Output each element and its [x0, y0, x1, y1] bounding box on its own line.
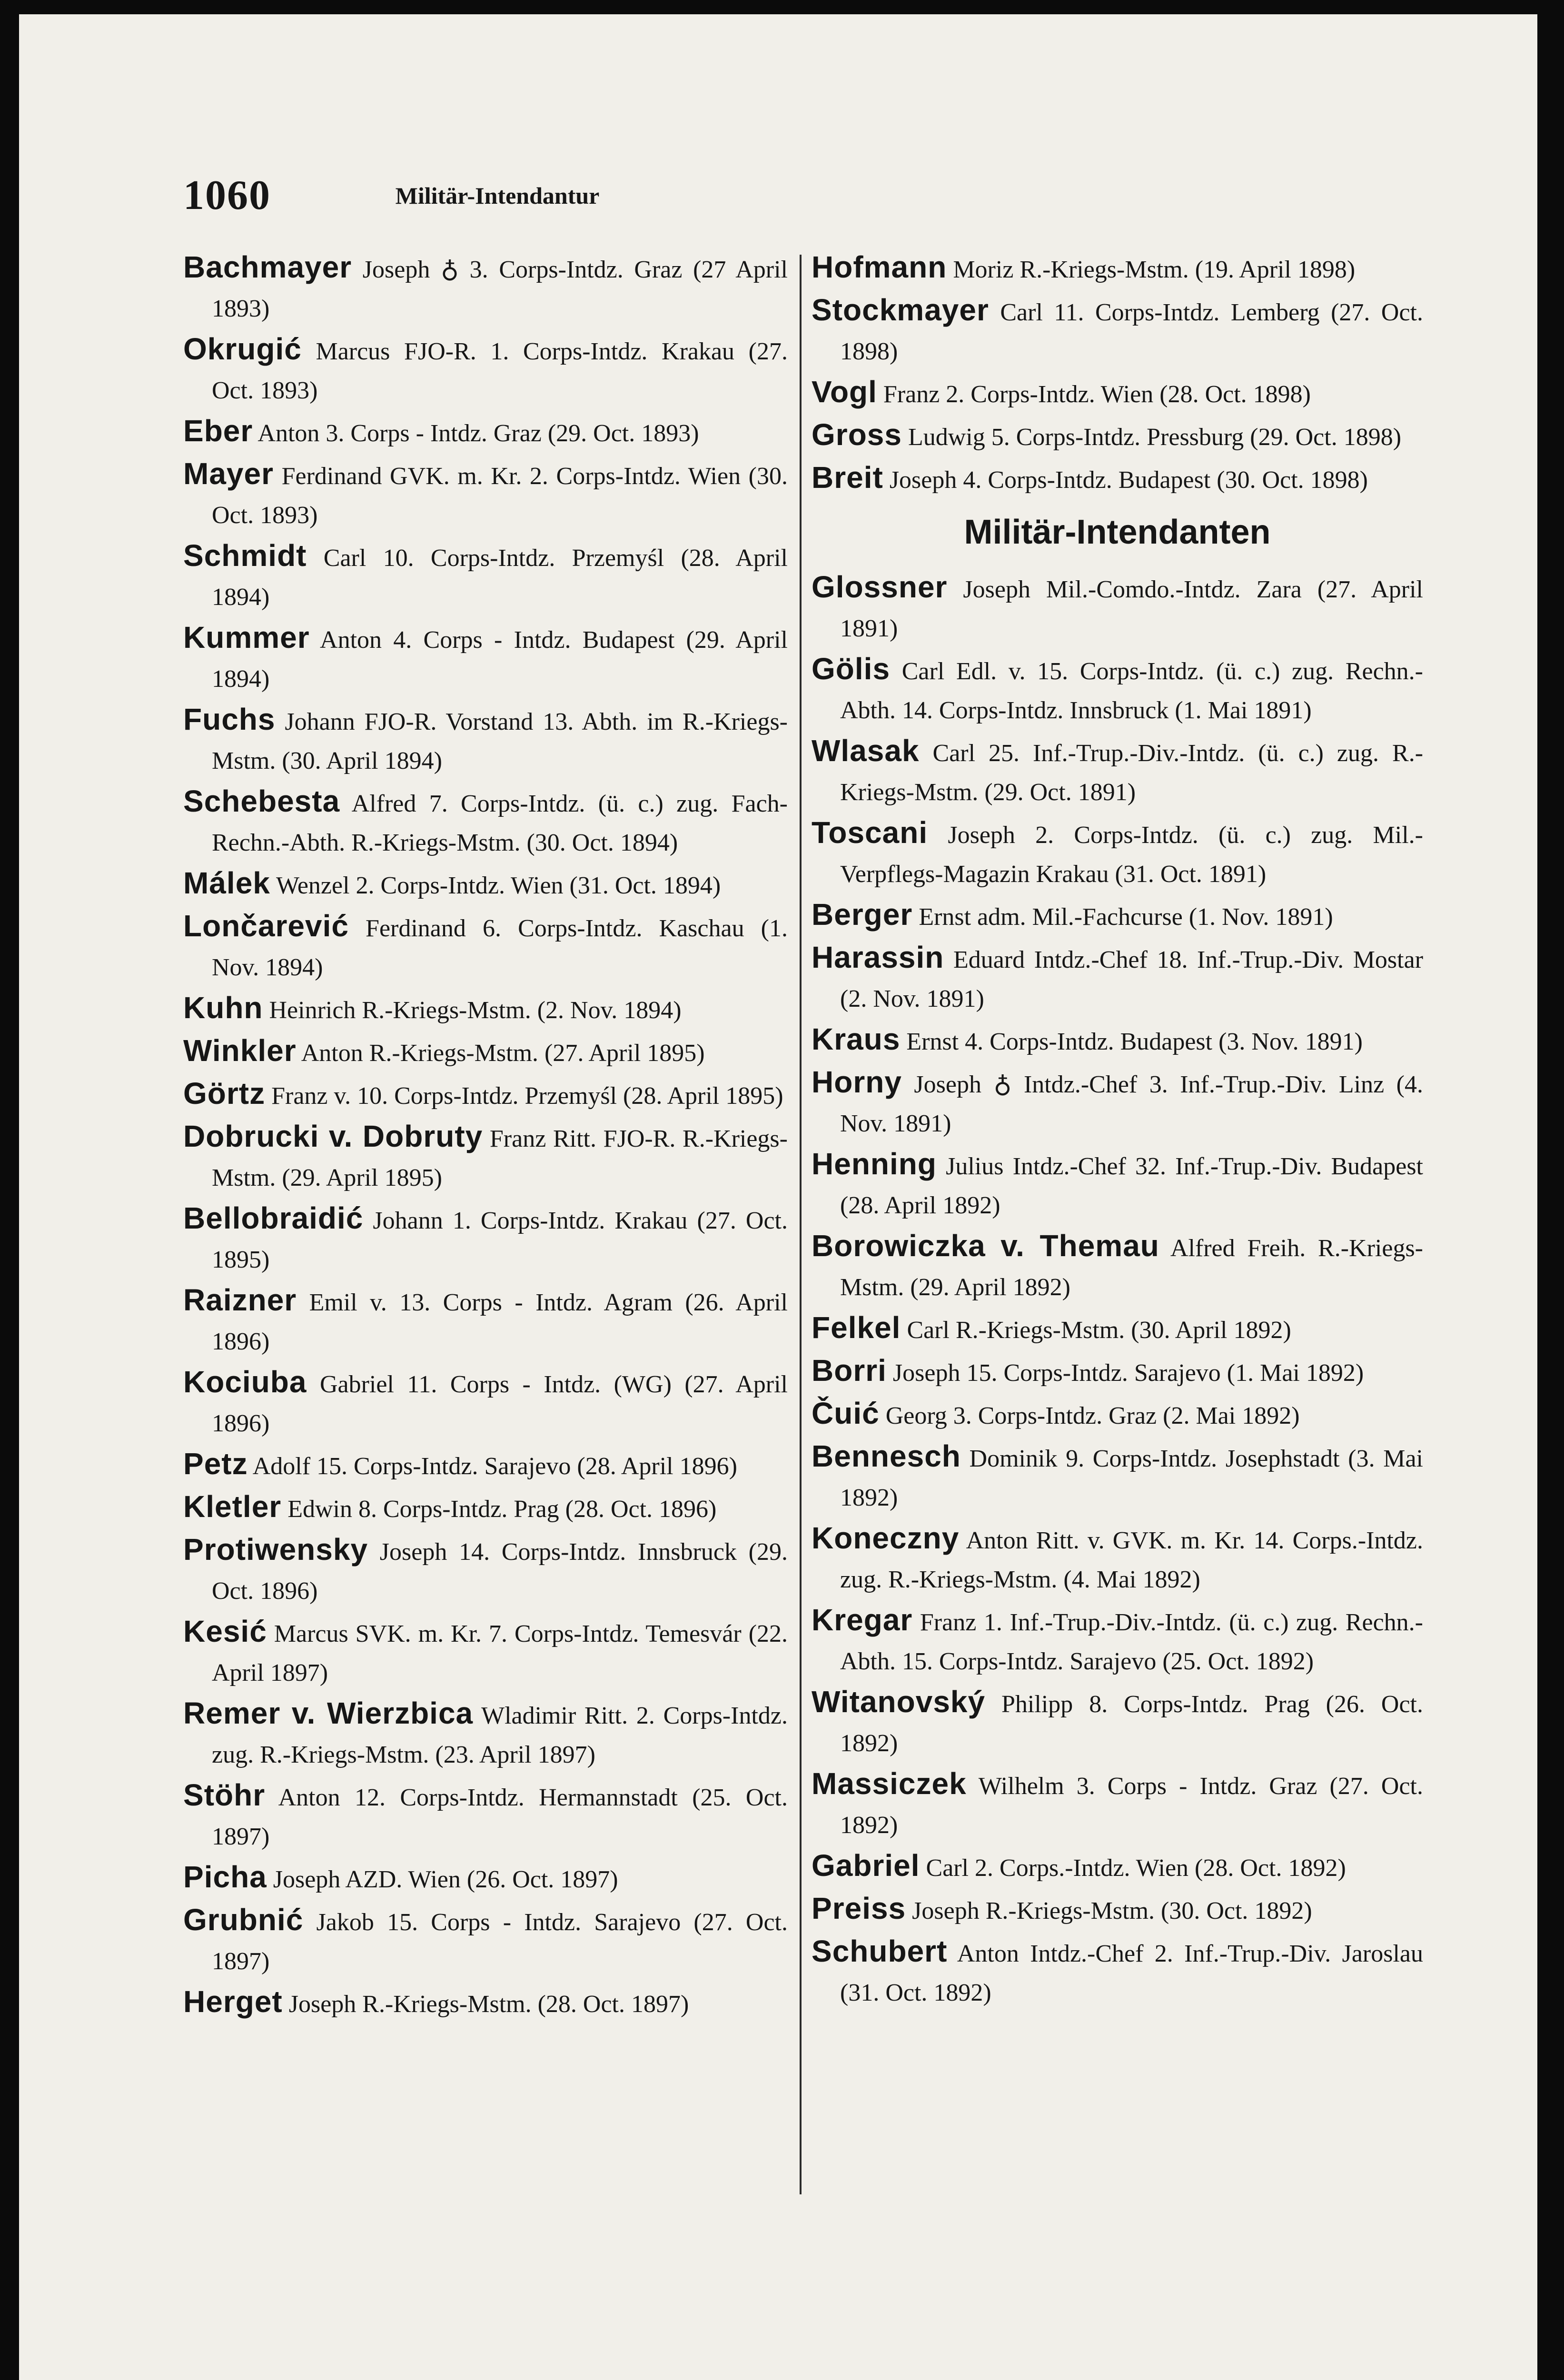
list-item	[812, 1932, 1423, 2013]
entry-surname: Schmidt	[183, 538, 307, 573]
list-item	[183, 1031, 788, 1073]
list-item	[812, 290, 1423, 371]
entry-details: Georg 3. Corps-Intdz. Graz (2. Mai 1892)	[885, 1402, 1300, 1429]
entry-details: Wilhelm 3. Corps - Intdz. Graz (27. Oct. 1892)	[840, 1773, 1423, 1839]
entry-surname: Málek	[183, 866, 270, 900]
left-column	[183, 248, 788, 2025]
entry-details: Ferdinand GVK. m. Kr. 2. Corps-Intdz. Wien (30. Oct. 1893)	[212, 463, 788, 529]
entry-surname: Toscani	[812, 815, 928, 850]
list-item	[812, 567, 1423, 648]
entry-surname: Schebesta	[183, 784, 340, 818]
entry-details: Franz 2. Corps-Intdz. Wien (28. Oct. 1898)	[883, 381, 1311, 408]
entry-surname: Harassin	[812, 940, 944, 974]
entry-details: Joseph Mil.-Comdo.-Intdz. Zara (27. April 1891)	[840, 576, 1423, 642]
entry-details: Ludwig 5. Corps-Intdz. Pressburg (29. Oct. 1898)	[908, 424, 1402, 451]
entry-surname: Preiss	[812, 1891, 906, 1925]
list-item	[183, 1900, 788, 1981]
list-item	[812, 1437, 1423, 1517]
entry-surname: Kraus	[812, 1022, 901, 1056]
entry-surname: Massiczek	[812, 1766, 967, 1801]
column-divider	[800, 255, 802, 2194]
entry-details: Johann FJO-R. Vorstand 13. Abth. im R.-Kriegs-Mstm. (30. April 1894)	[212, 708, 788, 774]
list-item	[183, 248, 788, 328]
entry-surname: Gölis	[812, 652, 891, 686]
list-item	[183, 1362, 788, 1443]
list-item	[812, 1518, 1423, 1599]
entry-details: Franz v. 10. Corps-Intdz. Przemyśl (28. April 1895)	[271, 1082, 783, 1110]
entry-details: Emil v. 13. Corps - Intdz. Agram (26. April 1896)	[212, 1289, 788, 1355]
list-item	[812, 1394, 1423, 1436]
entry-surname: Herget	[183, 1984, 283, 2019]
list-item	[183, 454, 788, 535]
entry-details: Joseph 15. Corps-Intdz. Sarajevo (1. Mai 1892)	[892, 1359, 1364, 1387]
entry-details: Alfred 7. Corps-Intdz. (ü. c.) zug. Fach-Rechn.-Abth. R.-Kriegs-Mstm. (30. Oct. 1894)	[212, 790, 788, 856]
entry-surname: Lončarević	[183, 909, 349, 943]
list-item	[812, 1600, 1423, 1681]
entry-surname: Bachmayer	[183, 250, 352, 284]
list-item	[812, 1144, 1423, 1225]
list-item	[812, 1889, 1423, 1931]
list-item	[183, 1074, 788, 1116]
entry-details: Anton Ritt. v. GVK. m. Kr. 14. Corps.-Intdz. zug. R.-Kriegs-Mstm. (4. Mai 1892)	[840, 1527, 1423, 1593]
entry-surname: Borowiczka v. Themau	[812, 1229, 1159, 1263]
entry-details: Wladimir Ritt. 2. Corps-Intdz. zug. R.-Kriegs-Mstm. (23. April 1897)	[212, 1702, 788, 1768]
list-item	[812, 1764, 1423, 1845]
entry-surname: Kummer	[183, 620, 310, 654]
entry-surname: Mayer	[183, 456, 274, 491]
entry-details: Johann 1. Corps-Intdz. Krakau (27. Oct. 1895)	[212, 1207, 788, 1273]
list-item	[183, 700, 788, 781]
entry-surname: Winkler	[183, 1033, 297, 1068]
entry-details: Edwin 8. Corps-Intdz. Prag (28. Oct. 1896)	[287, 1496, 717, 1523]
entry-details: Joseph R.-Kriegs-Mstm. (30. Oct. 1892)	[912, 1897, 1312, 1924]
entry-details: Joseph ♁ Intdz.-Chef 3. Inf.-Trup.-Div. Linz (4. Nov. 1891)	[840, 1071, 1423, 1137]
entry-surname: Felkel	[812, 1310, 901, 1345]
entry-surname: Eber	[183, 414, 253, 448]
entry-details: Carl 2. Corps.-Intdz. Wien (28. Oct. 1892)	[926, 1854, 1346, 1882]
list-item	[812, 458, 1423, 500]
list-item	[183, 782, 788, 863]
list-item	[812, 1308, 1423, 1350]
entry-details: Anton 3. Corps - Intdz. Graz (29. Oct. 1893)	[257, 420, 699, 447]
entry-surname: Grubnić	[183, 1903, 304, 1937]
list-item	[183, 1857, 788, 1899]
entry-details: Julius Intdz.-Chef 32. Inf.-Trup.-Div. Budapest (28. April 1892)	[840, 1153, 1424, 1219]
entry-details: Anton Intdz.-Chef 2. Inf.-Trup.-Div. Jaroslau (31. Oct. 1892)	[840, 1940, 1423, 2006]
entry-surname: Wlasak	[812, 734, 920, 768]
entry-details: Franz Ritt. FJO-R. R.-Kriegs-Mstm. (29. April 1895)	[212, 1125, 788, 1191]
list-item	[183, 536, 788, 617]
list-item	[812, 1020, 1423, 1061]
list-item	[183, 618, 788, 699]
entry-details: Joseph 4. Corps-Intdz. Budapest (30. Oct. 1898)	[889, 466, 1368, 494]
entry-surname: Kletler	[183, 1489, 282, 1524]
entry-details: Joseph 14. Corps-Intdz. Innsbruck (29. Oct. 1896)	[212, 1538, 788, 1605]
entry-surname: Stockmayer	[812, 293, 989, 327]
entry-details: Ferdinand 6. Corps-Intdz. Kaschau (1. Nov. 1894)	[212, 915, 788, 981]
list-item	[812, 1682, 1423, 1763]
entry-surname: Okrugić	[183, 332, 302, 366]
entry-details: Ernst 4. Corps-Intdz. Budapest (3. Nov. 1891)	[906, 1028, 1363, 1055]
entry-details: Marcus SVK. m. Kr. 7. Corps-Intdz. Temesvár (22. April 1897)	[212, 1620, 788, 1686]
list-item	[812, 938, 1423, 1019]
page-number: 1060	[183, 172, 271, 218]
entry-surname: Berger	[812, 897, 913, 932]
entry-surname: Horny	[812, 1065, 902, 1099]
book-page	[19, 14, 1537, 2380]
entry-details: Joseph AZD. Wien (26. Oct. 1897)	[273, 1866, 618, 1893]
list-item	[183, 863, 788, 905]
list-item	[183, 1982, 788, 2024]
entry-surname: Witanovský	[812, 1685, 986, 1719]
list-item	[183, 1694, 788, 1775]
list-item	[812, 813, 1423, 894]
entry-surname: Vogl	[812, 375, 877, 409]
entry-surname: Breit	[812, 460, 883, 495]
list-item	[812, 248, 1423, 289]
entry-surname: Remer v. Wierzbica	[183, 1696, 474, 1730]
list-item	[183, 1487, 788, 1529]
running-title: Militär-Intendantur	[395, 182, 600, 209]
entry-surname: Čuić	[812, 1396, 880, 1430]
entry-details: Adolf 15. Corps-Intdz. Sarajevo (28. April 1896)	[252, 1453, 737, 1480]
entry-details: Anton 12. Corps-Intdz. Hermannstadt (25. Oct. 1897)	[212, 1784, 788, 1850]
list-item	[183, 1444, 788, 1486]
entry-surname: Görtz	[183, 1076, 266, 1111]
list-item	[812, 372, 1423, 414]
entry-details: Ernst adm. Mil.-Fachcurse (1. Nov. 1891)	[919, 903, 1333, 931]
list-item	[812, 1351, 1423, 1393]
entry-details: Joseph R.-Kriegs-Mstm. (28. Oct. 1897)	[288, 1991, 689, 2018]
entry-details: Carl Edl. v. 15. Corps-Intdz. (ü. c.) zug. Rechn.-Abth. 14. Corps-Intdz. Innsbruck (1. Mai 1891)	[840, 658, 1424, 724]
entry-details: Carl 25. Inf.-Trup.-Div.-Intdz. (ü. c.) zug. R.-Kriegs-Mstm. (29. Oct. 1891)	[840, 740, 1424, 806]
entry-surname: Glossner	[812, 570, 948, 604]
entry-details: Franz 1. Inf.-Trup.-Div.-Intdz. (ü. c.) zug. Rechn.-Abth. 15. Corps-Intdz. Sarajevo (25. Oct. 1892)	[840, 1609, 1423, 1675]
entry-details: Marcus FJO-R. 1. Corps-Intdz. Krakau (27. Oct. 1893)	[212, 338, 788, 404]
entry-surname: Schubert	[812, 1934, 948, 1968]
entry-surname: Borri	[812, 1353, 887, 1388]
entry-details: Carl 11. Corps-Intdz. Lemberg (27. Oct. 1898)	[840, 299, 1424, 365]
list-item	[812, 895, 1423, 937]
section-heading: Militär-Intendanten	[964, 513, 1271, 551]
entry-surname: Hofmann	[812, 250, 947, 284]
entry-surname: Raizner	[183, 1283, 297, 1317]
list-item	[812, 1846, 1423, 1888]
page-header	[183, 171, 812, 224]
list-item	[183, 1280, 788, 1361]
right-column	[812, 248, 1423, 2013]
entry-surname: Protiwensky	[183, 1532, 368, 1567]
list-item	[183, 906, 788, 987]
entry-details: Joseph ♁ 3. Corps-Intdz. Graz (27 April 1893)	[212, 256, 788, 322]
entry-surname: Kociuba	[183, 1365, 307, 1399]
list-item	[183, 1199, 788, 1279]
list-item	[812, 415, 1423, 457]
entry-surname: Gross	[812, 417, 902, 452]
entry-surname: Picha	[183, 1860, 267, 1894]
entry-surname: Kuhn	[183, 991, 263, 1025]
list-item	[183, 1117, 788, 1198]
list-item	[183, 411, 788, 453]
entry-details: Carl R.-Kriegs-Mstm. (30. April 1892)	[907, 1317, 1291, 1344]
right-bottom-entry-list	[812, 567, 1423, 2013]
entry-surname: Kesić	[183, 1614, 267, 1648]
list-item	[812, 649, 1423, 730]
list-item	[183, 1775, 788, 1856]
entry-details: Eduard Intdz.-Chef 18. Inf.-Trup.-Div. Mostar (2. Nov. 1891)	[840, 946, 1424, 1012]
entry-surname: Petz	[183, 1447, 248, 1481]
list-item	[812, 731, 1423, 812]
entry-surname: Fuchs	[183, 702, 276, 736]
entry-surname: Dobrucki v. Dobruty	[183, 1119, 483, 1153]
entry-details: Anton 4. Corps - Intdz. Budapest (29. April 1894)	[212, 626, 788, 693]
entry-surname: Henning	[812, 1147, 937, 1181]
entry-surname: Koneczny	[812, 1521, 960, 1555]
entry-details: Moriz R.-Kriegs-Mstm. (19. April 1898)	[953, 256, 1356, 283]
entry-details: Philipp 8. Corps-Intdz. Prag (26. Oct. 1892)	[840, 1691, 1423, 1757]
entry-details: Joseph 2. Corps-Intdz. (ü. c.) zug. Mil.-Verpflegs-Magazin Krakau (31. Oct. 1891)	[840, 822, 1423, 888]
left-entry-list	[183, 248, 788, 2024]
entry-surname: Bellobraidić	[183, 1201, 364, 1235]
right-top-entry-list	[812, 248, 1423, 500]
list-item	[812, 1226, 1423, 1307]
entry-details: Alfred Freih. R.-Kriegs-Mstm. (29. April 1892)	[840, 1235, 1423, 1301]
entry-details: Wenzel 2. Corps-Intdz. Wien (31. Oct. 1894)	[276, 872, 721, 899]
entry-surname: Kregar	[812, 1603, 913, 1637]
entry-surname: Bennesch	[812, 1439, 961, 1473]
entry-details: Heinrich R.-Kriegs-Mstm. (2. Nov. 1894)	[269, 997, 682, 1024]
list-item	[812, 1062, 1423, 1143]
entry-details: Gabriel 11. Corps - Intdz. (WG) (27. April 1896)	[212, 1371, 788, 1437]
list-item	[183, 988, 788, 1030]
entry-details: Anton R.-Kriegs-Mstm. (27. April 1895)	[301, 1040, 705, 1067]
entry-surname: Gabriel	[812, 1848, 920, 1883]
entry-details: Dominik 9. Corps-Intdz. Josephstadt (3. Mai 1892)	[840, 1445, 1424, 1511]
list-item	[183, 329, 788, 410]
entry-details: Carl 10. Corps-Intdz. Przemyśl (28. April 1894)	[212, 545, 788, 611]
list-item	[183, 1612, 788, 1693]
entry-details: Jakob 15. Corps - Intdz. Sarajevo (27. Oct. 1897)	[212, 1909, 788, 1975]
list-item	[183, 1530, 788, 1611]
entry-surname: Stöhr	[183, 1778, 266, 1812]
